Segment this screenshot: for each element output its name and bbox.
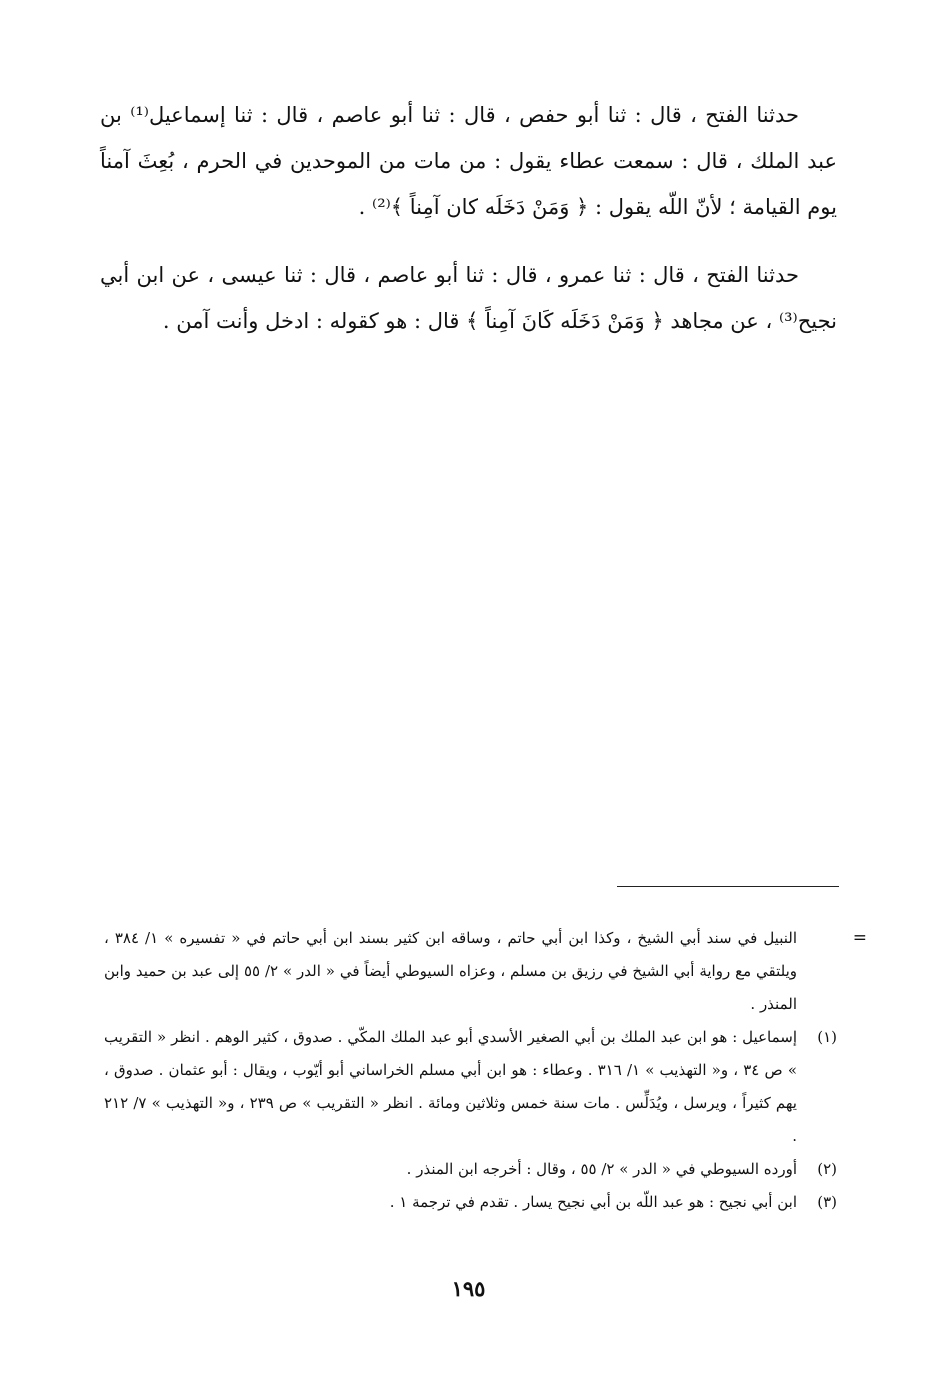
footnote-marker: (١) <box>817 1028 837 1046</box>
continuation-marker: = <box>852 928 867 948</box>
footnote-text: أورده السيوطي في « الدر » ٢/ ٥٥ ، وقال : أخرجه ابن المنذر . <box>406 1160 797 1178</box>
footnote-text: ابن أبي نجيح : هو عبد اللّه بن أبي نجيح يسار . تقدم في ترجمة ١ . <box>389 1193 797 1211</box>
footnote-2 <box>104 1153 837 1186</box>
footnote-marker: (٣) <box>817 1193 837 1211</box>
hadith-paragraph-1: حدثنا الفتح ، قال : ثنا أبو حفص ، قال : ثنا أبو عاصم ، قال : ثنا إسماعيل⁽¹⁾ بن عبد الملك ، قال : سمعت عطاء يقول : من مات من الموحدين في الحرم ، بُعِثَ آمناً يوم القيامة ؛ لأنّ اللّه يقول : ﴿ وَمَنْ دَخَلَه كان آمِناً ﴾⁽²⁾ . <box>100 103 837 219</box>
footnote-continuation-text: النبيل في سند أبي الشيخ ، وكذا ابن أبي حاتم ، وساقه ابن كثير بسند ابن أبي حاتم في « تفسيره » ١/ ٣٨٤ ، ويلتقي مع رواية أبي الشيخ في رزيق بن مسلم ، وعزاه السيوطي أيضاً في « الدر » ٢/ ٥٥ إلى عبد بن حميد وابن المنذر . <box>104 929 798 1013</box>
footnote-continuation <box>104 922 867 1021</box>
main-text <box>100 92 837 366</box>
hadith-paragraph-2: حدثنا الفتح ، قال : ثنا عمرو ، قال : ثنا أبو عاصم ، قال : ثنا عيسى ، عن ابن أبي نجيح⁽³⁾ ، عن مجاهد ﴿ وَمَنْ دَخَلَه كَانَ آمِناً ﴾ قال : هو كقوله : ادخل وأنت آمن . <box>100 263 837 333</box>
footnotes <box>104 922 867 1219</box>
footnote-1 <box>104 1021 837 1153</box>
footnote-text: إسماعيل : هو ابن عبد الملك بن أبي الصغير الأسدي أبو عبد الملك المكّي . صدوق ، كثير الوهم . انظر « التقريب » ص ٣٤ ، و« التهذيب » ١/ ٣١٦ . وعطاء : هو ابن أبي مسلم الخراساني أبو أيّوب ، ويقال : أبو عثمان . صدوق ، يهم كثيراً ، ويرسل ، ويُدَلِّس . مات سنة خمس وثلاثين ومائة . انظر « التقريب » ص ٢٣٩ ، و« التهذيب » ٧/ ٢١٢ . <box>104 1028 797 1145</box>
footnote-3 <box>104 1186 837 1219</box>
footnote-marker: (٢) <box>817 1160 837 1178</box>
footnote-divider <box>617 886 839 887</box>
page-number: ١٩٥ <box>451 1276 486 1301</box>
